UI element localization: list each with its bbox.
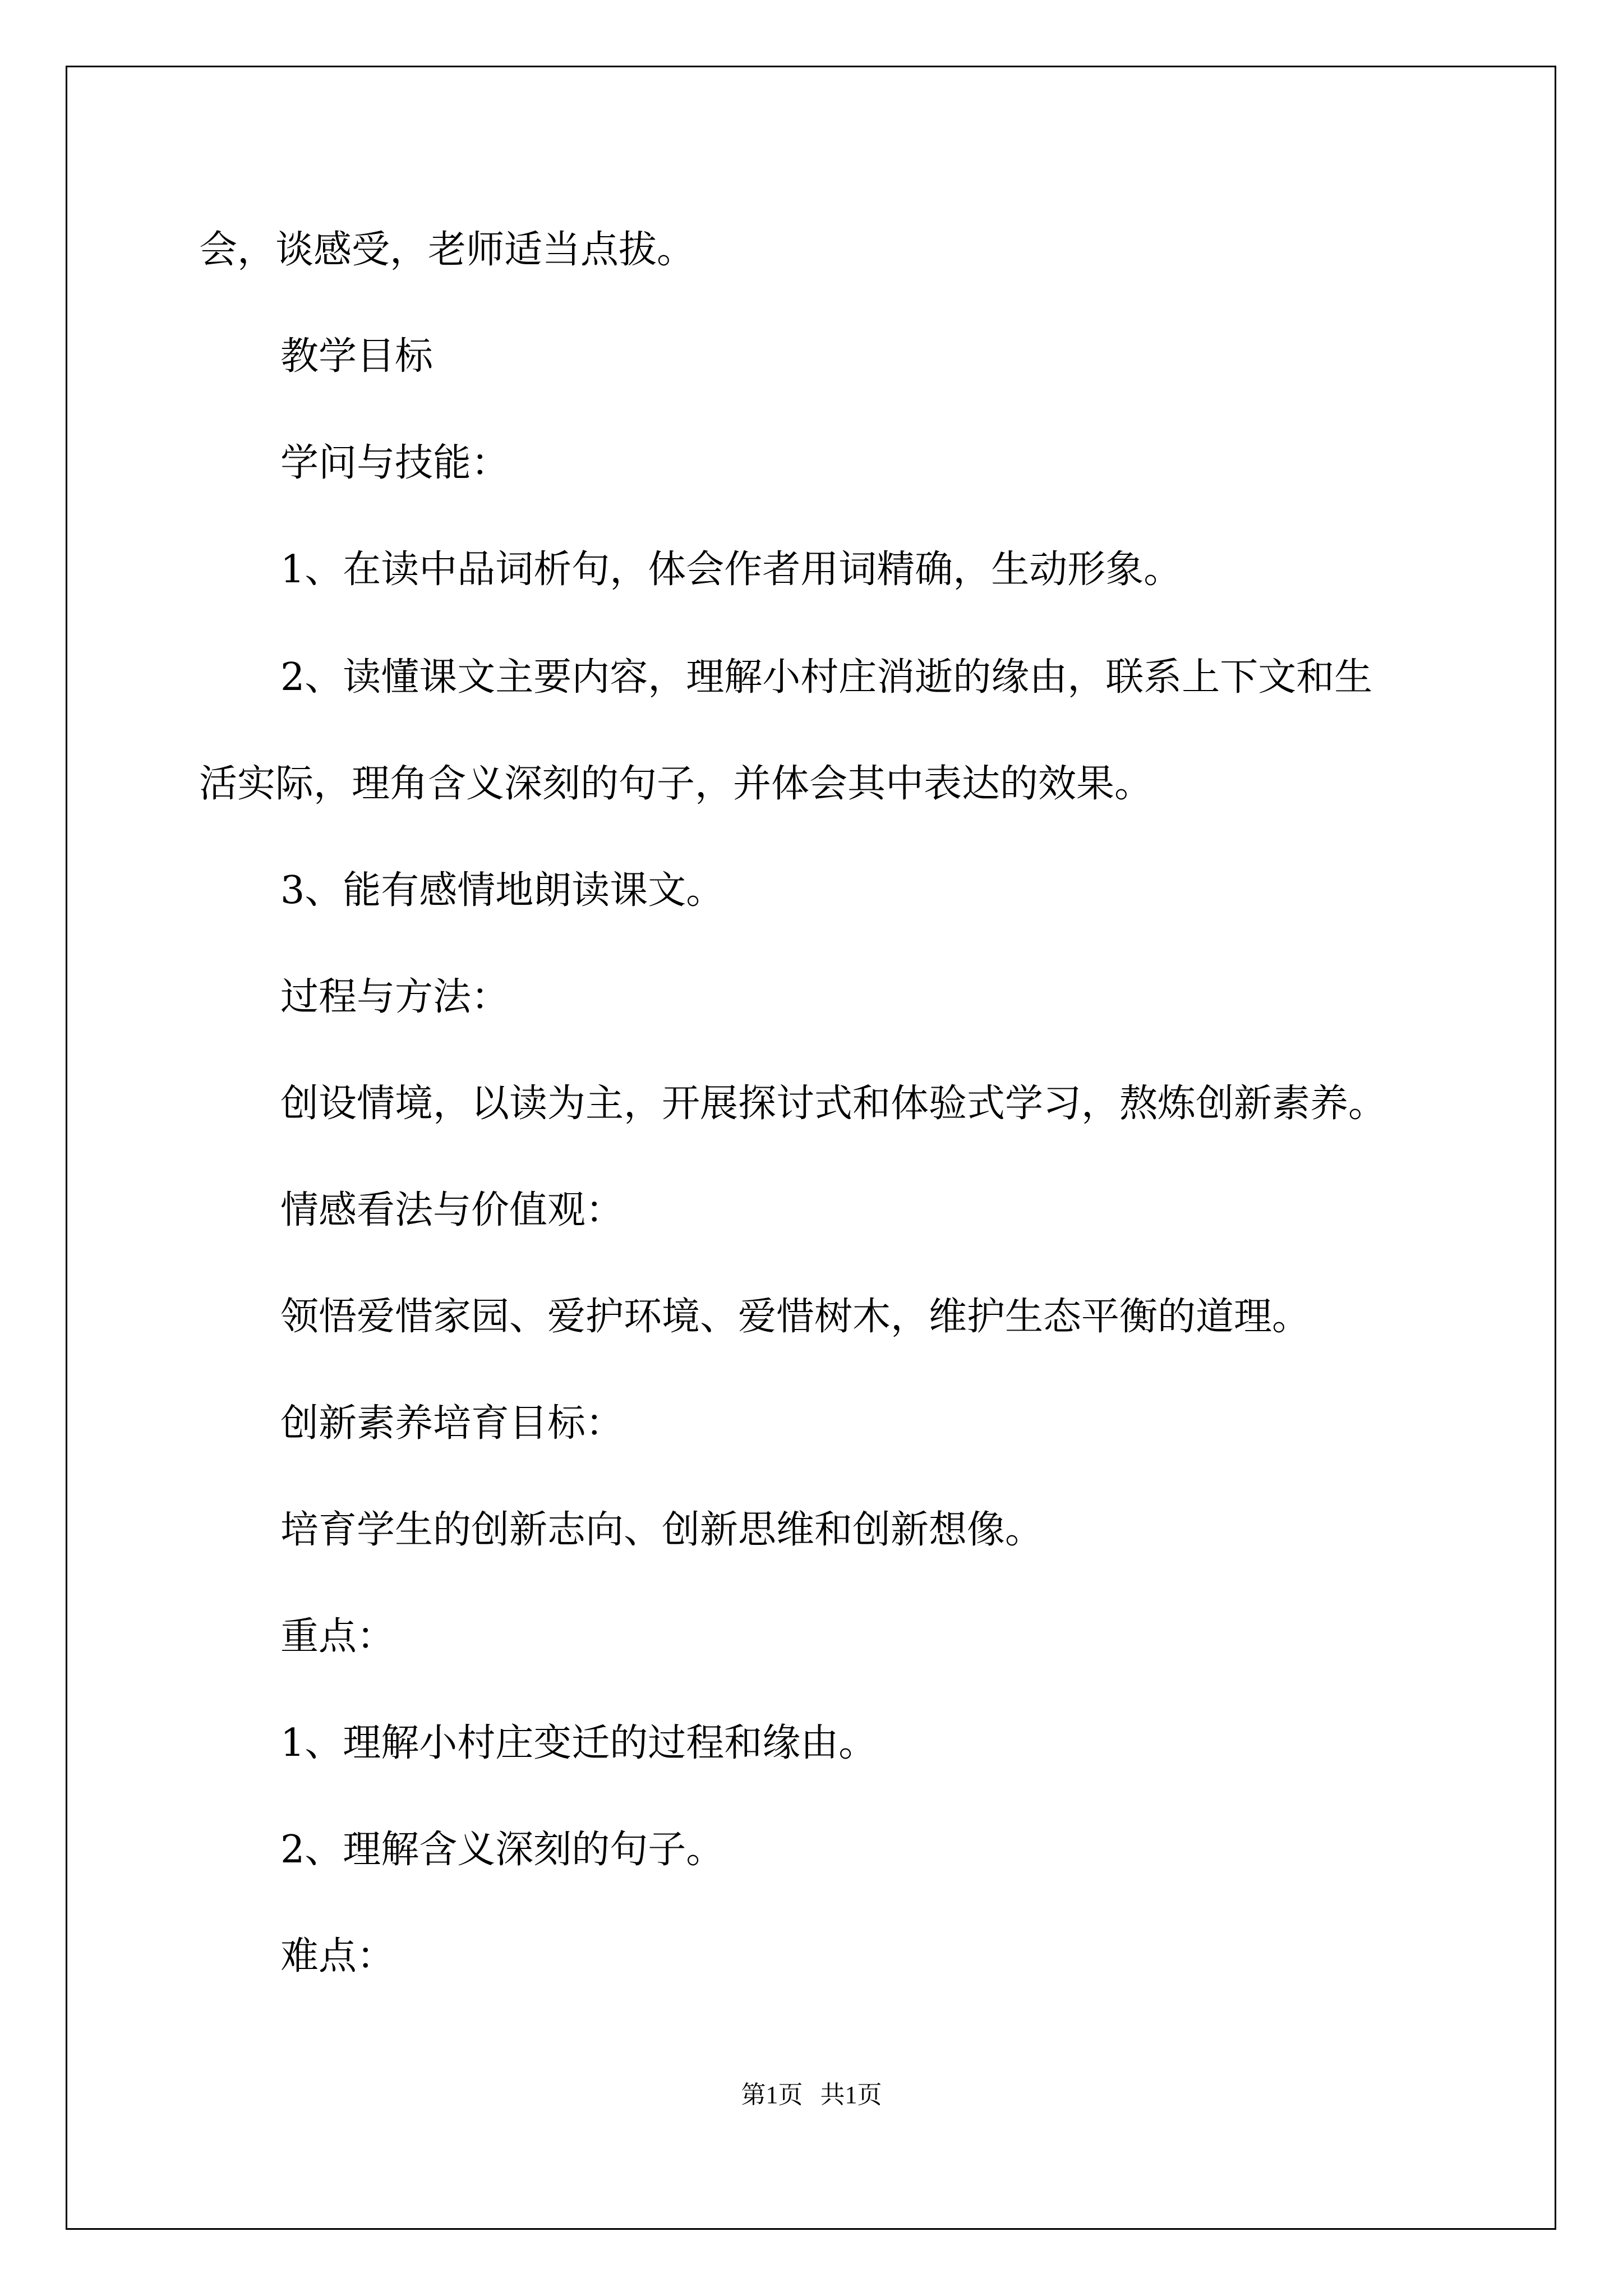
page-number: 第1页	[741, 2081, 803, 2109]
text-line-4: 1、在读中品词析句，体会作者用词精确，生动形象。	[280, 547, 1182, 592]
text-line-8: 过程与方法：	[280, 975, 510, 1019]
text-line-1: 会，谈感受，老师适当点拔。	[199, 228, 695, 272]
text-line-12: 创新素养培育目标：	[280, 1401, 624, 1446]
text-line-3: 学问与技能：	[280, 441, 510, 485]
text-line-5: 2、读懂课文主要内容，理解小村庄消逝的缘由，联系上下文和生	[280, 655, 1373, 700]
text-line-14: 重点：	[280, 1614, 395, 1659]
page-footer	[0, 2078, 1623, 2112]
text-line-15: 1、理解小村庄变迁的过程和缘由。	[280, 1721, 877, 1765]
text-line-2: 教学目标	[280, 334, 434, 379]
page-total: 共1页	[820, 2081, 882, 2109]
page-border	[66, 66, 1556, 2230]
text-line-7: 3、能有感情地朗读课文。	[280, 868, 725, 913]
text-line-17: 难点：	[280, 1934, 395, 1978]
text-line-10: 情感看法与价值观：	[280, 1188, 624, 1232]
text-line-9: 创设情境，以读为主，开展探讨式和体验式学习，熬炼创新素养。	[280, 1082, 1387, 1126]
text-line-6: 活实际，理角含义深刻的句子，并体会其中表达的效果。	[199, 762, 1153, 806]
text-line-11: 领悟爱惜家园、爱护环境、爱惜树木，维护生态平衡的道理。	[280, 1295, 1311, 1339]
text-line-16: 2、理解含义深刻的句子。	[280, 1828, 725, 1872]
text-line-13: 培育学生的创新志向、创新思维和创新想像。	[280, 1508, 1044, 1552]
